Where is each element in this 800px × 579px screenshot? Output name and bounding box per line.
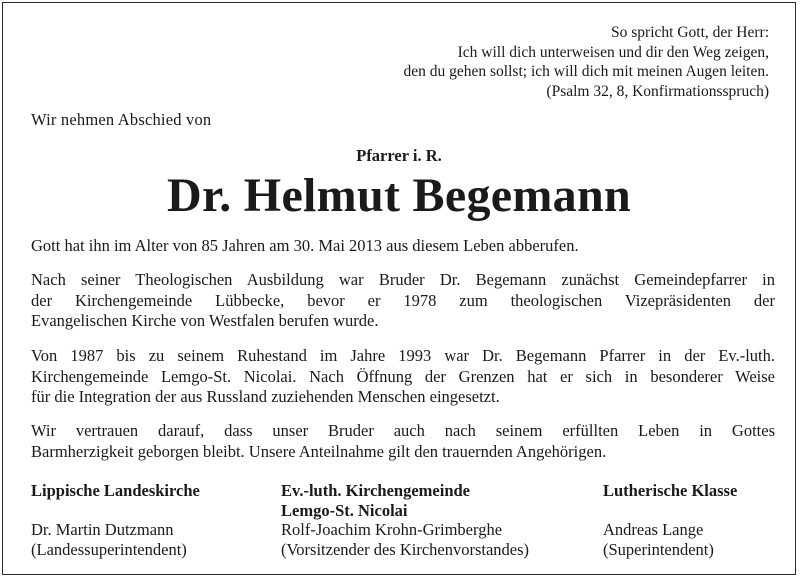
signatory-person: Dr. Martin Dutzmann <box>31 520 174 539</box>
verse-reference: (Psalm 32, 8, Konfirmationsspruch) <box>546 82 769 100</box>
paragraph-line: Gott hat ihn im Alter von 85 Jahren am 30. Mai 2013 aus diesem Leben abberufen. <box>31 236 579 255</box>
paragraph-line: der Kirchengemeinde Lübbecke, bevor er 1978 zum theologischen Vizepräsidenten der <box>31 290 775 310</box>
paragraph-line: für die Integration der aus Russland zuziehenden Menschen eingesetzt. <box>31 387 500 406</box>
signatory-person: Rolf-Joachim Krohn-Grimberghe <box>281 520 503 539</box>
signatory-person: Andreas Lange <box>603 520 704 539</box>
paragraph-death <box>31 236 775 257</box>
signatory-kirchengemeinde <box>281 481 529 559</box>
verse-line: Ich will dich unterweisen und dir den Weg zeigen, <box>457 43 769 61</box>
paragraph-ministry <box>31 346 775 408</box>
paragraph-line: Nach seiner Theologischen Ausbildung war Bruder Dr. Begemann zunächst Gemeindepfarrer in <box>31 270 775 289</box>
paragraph-line: Wir vertrauen darauf, dass unser Bruder auch nach seinem erfüllten Leben in Gottes <box>31 421 775 440</box>
paragraph-career <box>31 270 775 332</box>
signatory-landeskirche <box>31 481 200 559</box>
paragraph-condolence <box>31 421 775 462</box>
honorific-title: Pfarrer i. R. <box>356 146 442 165</box>
signatory-organization: Lemgo-St. Nicolai <box>281 500 408 520</box>
signatory-role: (Vorsitzender des Kirchenvorstandes) <box>281 539 530 559</box>
paragraph-line: Evangelischen Kirche von Westfalen berufen wurde. <box>31 311 379 330</box>
paragraph-line: Barmherzigkeit geborgen bleibt. Unsere Anteilnahme gilt den trauernden Angehörigen. <box>31 441 607 461</box>
signatory-klasse <box>603 481 737 559</box>
verse-line: So spricht Gott, der Herr: <box>611 24 769 41</box>
paragraph-line: Von 1987 bis zu seinem Ruhestand im Jahre 1993 war Dr. Begemann Pfarrer in der Ev.-luth. <box>31 346 775 365</box>
signatory-organization: Lippische Landeskirche <box>31 481 200 500</box>
verse-line: den du gehen sollst; ich will dich mit meinen Augen leiten. <box>403 63 769 80</box>
signatory-role: (Landessuperintendent) <box>31 539 187 559</box>
obituary-notice <box>2 2 796 575</box>
deceased-name: Dr. Helmut Begemann <box>167 169 631 222</box>
bible-verse <box>404 23 769 101</box>
paragraph-line: Kirchengemeinde Lemgo-St. Nicolai. Nach Öffnung der Grenzen hat er sich in besonderer Weise <box>31 366 775 386</box>
farewell-intro: Wir nehmen Abschied von <box>31 110 212 129</box>
signatory-organization: Lutherische Klasse <box>603 481 738 500</box>
signatory-organization: Ev.-luth. Kirchengemeinde <box>281 481 470 500</box>
signatory-role: (Superintendent) <box>603 539 714 559</box>
